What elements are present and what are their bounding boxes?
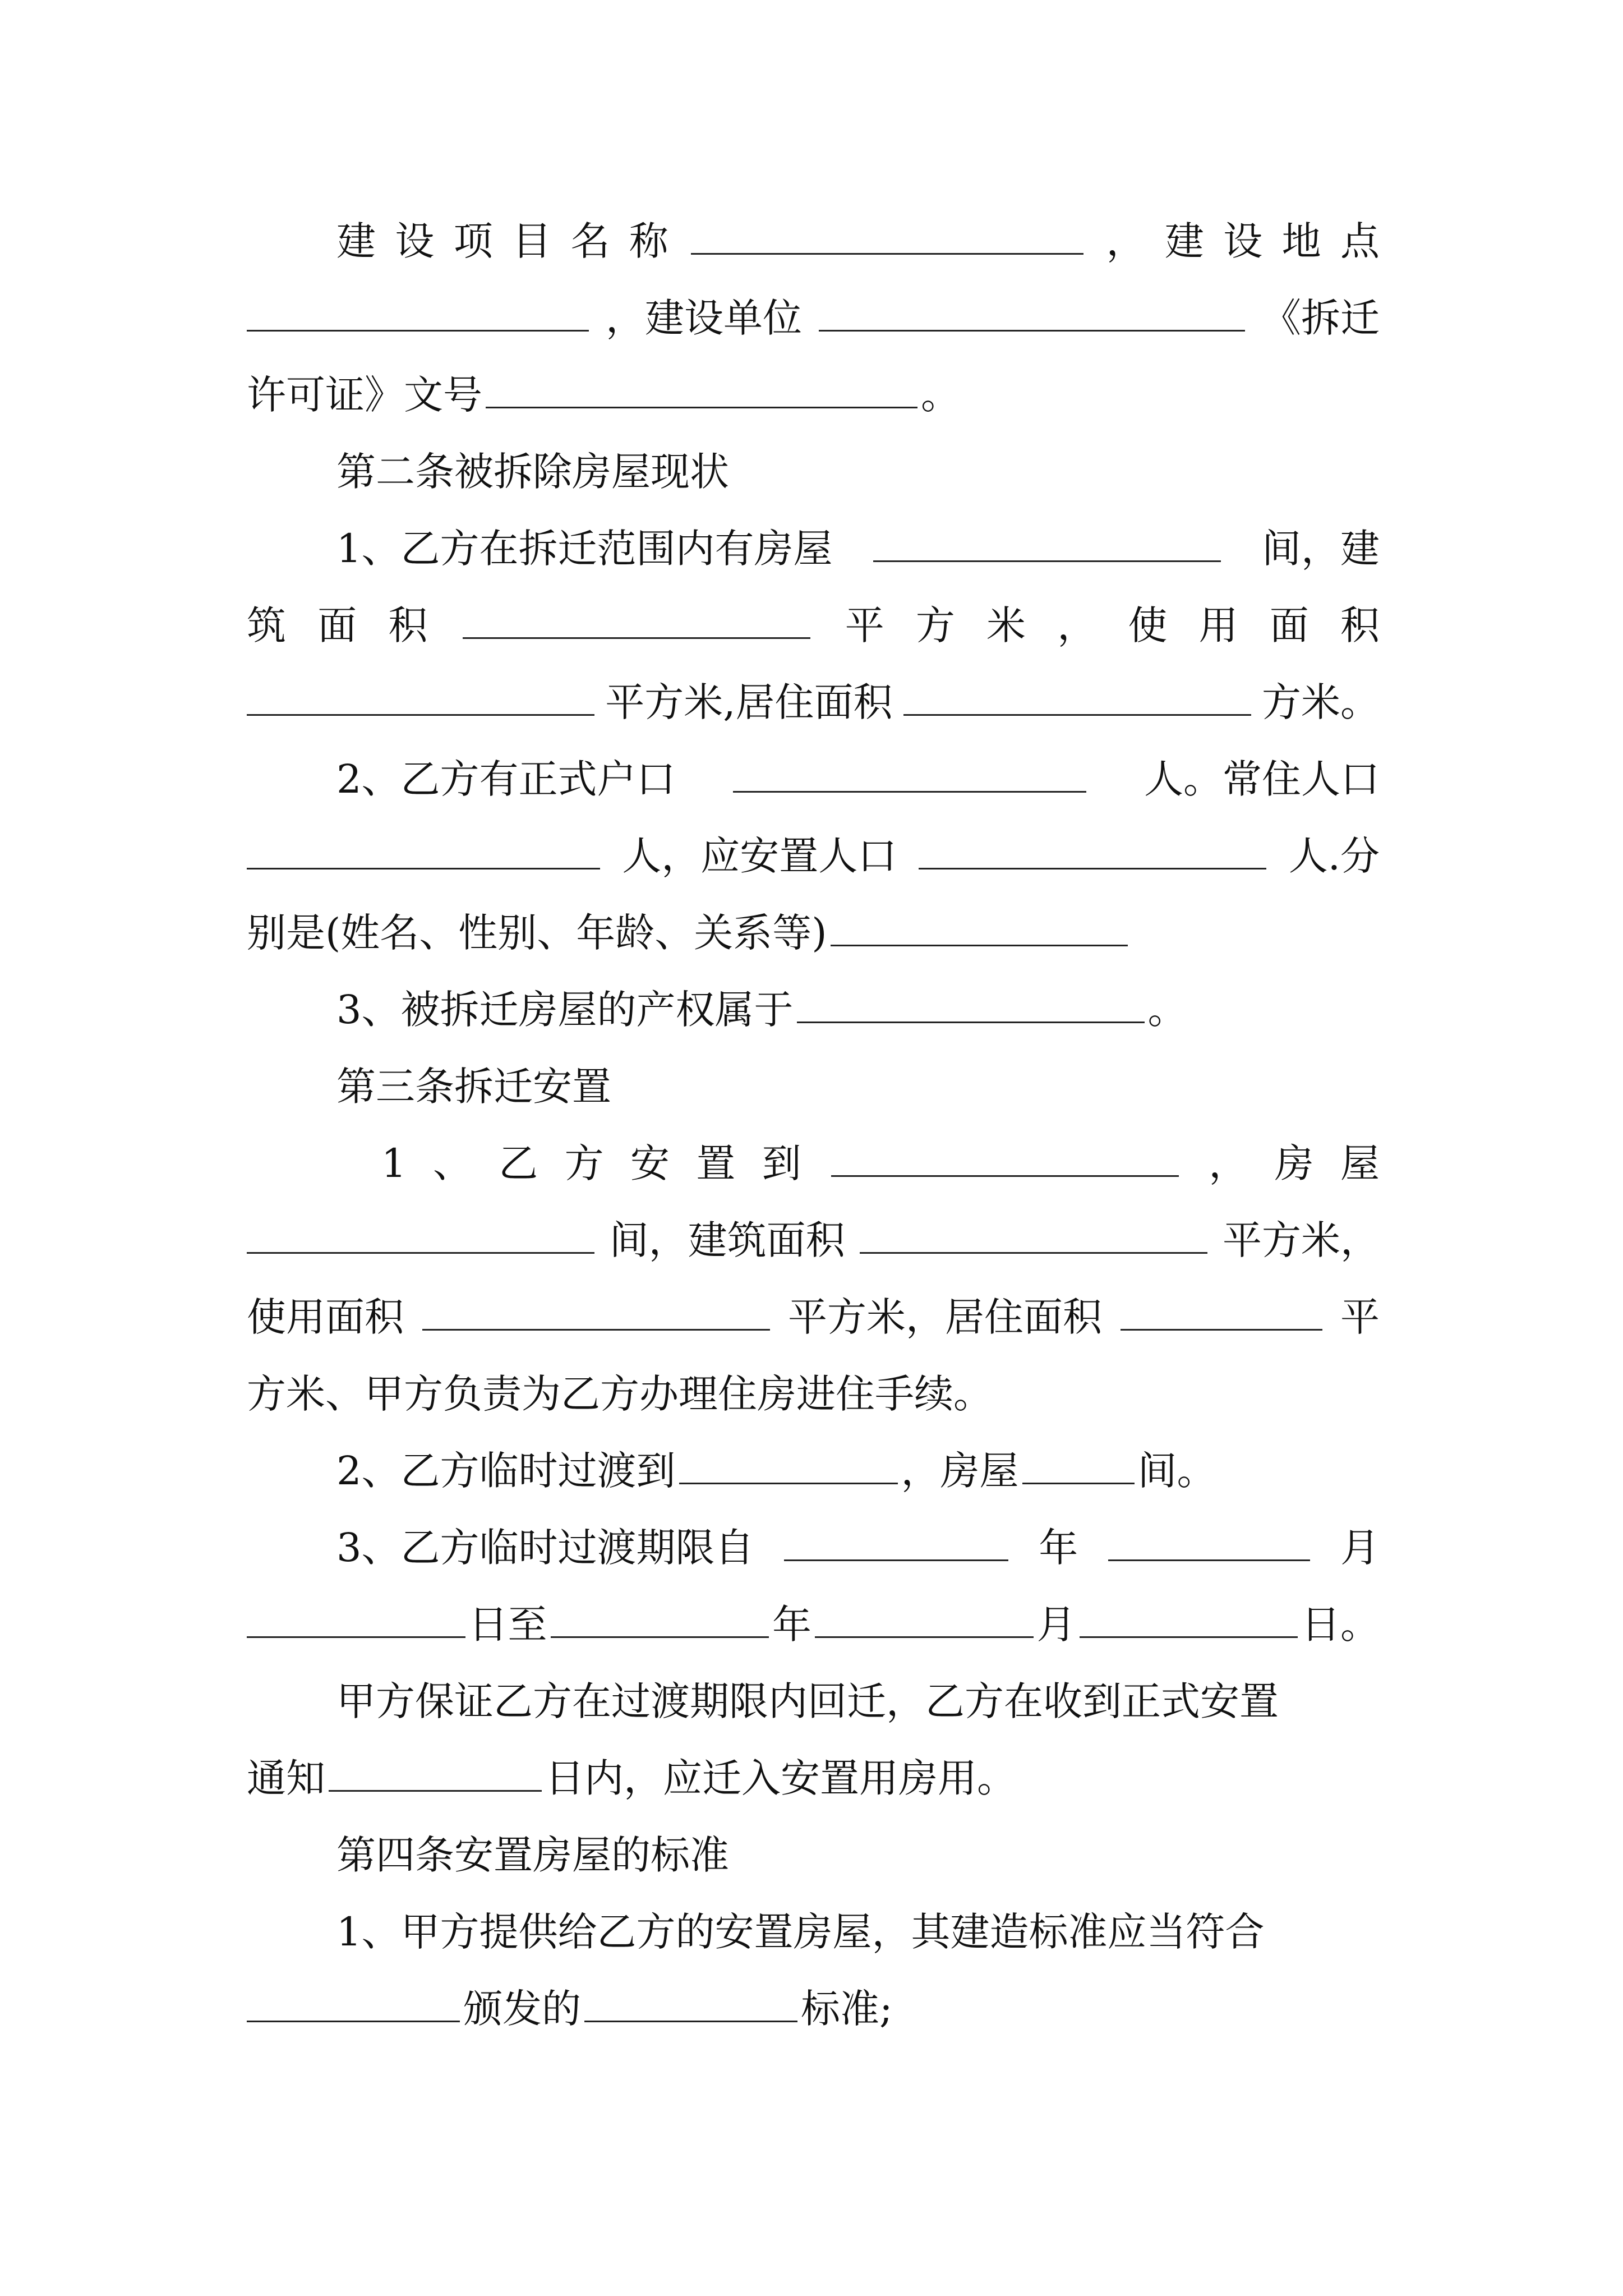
blank-field[interactable] — [329, 1757, 542, 1792]
line-resettle-usable-area — [247, 1289, 1380, 1345]
blank-field[interactable] — [247, 682, 594, 716]
text: 平方米,居住面积 — [605, 679, 893, 725]
blank-field[interactable] — [679, 1450, 898, 1484]
blank-field[interactable] — [247, 297, 589, 332]
blank-field[interactable] — [247, 1988, 460, 2022]
line-transition-period-end — [247, 1596, 1380, 1653]
blank-field[interactable] — [486, 374, 917, 408]
text: 日。 — [1301, 1602, 1380, 1648]
text: 间，建筑面积 — [609, 1217, 845, 1263]
section-title: 第二条被拆除房屋现状 — [336, 449, 729, 495]
blank-field[interactable] — [784, 1527, 1008, 1561]
text: 3、被拆迁房屋的产权属于 — [336, 987, 794, 1033]
text: 许可证》文号 — [247, 372, 482, 418]
text: 称 — [629, 218, 668, 264]
text: 积 — [1340, 602, 1380, 648]
blank-field[interactable] — [584, 1988, 797, 2022]
blank-field[interactable] — [247, 1604, 465, 1638]
line-house-rooms — [247, 521, 1380, 577]
line-resettle-location — [247, 1135, 1380, 1191]
line-family-details — [247, 905, 1380, 961]
text: 置 — [696, 1140, 736, 1186]
text: 《拆迁 — [1262, 295, 1380, 341]
blank-field[interactable] — [797, 989, 1145, 1023]
text: 。 — [921, 372, 960, 418]
text: ，房屋 — [901, 1448, 1019, 1494]
text: 目 — [512, 218, 552, 264]
text: 、 — [432, 1140, 472, 1186]
text: 。 — [1147, 987, 1187, 1033]
text: 点 — [1340, 218, 1380, 264]
text: 面 — [1269, 602, 1309, 648]
blank-field[interactable] — [831, 912, 1128, 946]
section-heading — [247, 444, 1380, 500]
text: 地 — [1281, 218, 1321, 264]
blank-field[interactable] — [919, 835, 1266, 869]
text: 1、甲方提供给乙方的安置房屋，其建造标准应当符合 — [336, 1909, 1265, 1955]
text: 米 — [986, 602, 1026, 648]
text: 1、乙方在拆迁范围内有房屋 — [336, 526, 833, 572]
line-project-name — [247, 213, 1380, 269]
text: 方米。 — [1261, 679, 1380, 725]
text: 建 — [336, 218, 376, 264]
text: 方 — [915, 602, 955, 648]
blank-field[interactable] — [551, 1604, 769, 1638]
section-heading — [247, 1827, 1380, 1883]
text: 别是(姓名、性别、年龄、关系等) — [247, 910, 827, 956]
text: 平 — [845, 602, 884, 648]
blank-field[interactable] — [860, 1220, 1207, 1254]
text: 间，建 — [1261, 526, 1380, 572]
line-building-area — [247, 597, 1380, 654]
text: 平方米， — [1222, 1217, 1380, 1263]
blank-field[interactable] — [247, 1220, 594, 1254]
line-construction-standard — [247, 1904, 1380, 1960]
text: 安 — [630, 1140, 670, 1186]
text: 名 — [570, 218, 610, 264]
text: 2、乙方有正式户口 — [336, 756, 676, 802]
text: 日内，应迁入安置用房用。 — [545, 1755, 1016, 1801]
blank-field[interactable] — [247, 835, 600, 869]
blank-field[interactable] — [1080, 1604, 1298, 1638]
text: 3、乙方临时过渡期限自 — [336, 1525, 754, 1571]
text: 人.分 — [1288, 833, 1380, 879]
text: 方 — [564, 1140, 604, 1186]
text: ，建设单位 — [606, 295, 802, 341]
line-living-area — [247, 674, 1380, 730]
text: 平 — [1340, 1294, 1380, 1340]
line-resettle-rooms — [247, 1212, 1380, 1268]
text: 月 — [1340, 1525, 1380, 1571]
text: 人，应安置人口 — [622, 833, 897, 879]
text: 年 — [772, 1602, 811, 1648]
blank-field[interactable] — [1108, 1527, 1310, 1561]
text: 筑 — [247, 602, 286, 648]
text: ， — [1209, 1140, 1248, 1186]
text: 人。常住人口 — [1144, 756, 1380, 802]
blank-field[interactable] — [831, 1143, 1179, 1177]
section-heading — [247, 1059, 1380, 1115]
text: 设 — [395, 218, 435, 264]
line-move-in-procedures — [247, 1366, 1380, 1422]
text: 使用面积 — [247, 1294, 404, 1340]
text: 2、乙方临时过渡到 — [336, 1448, 676, 1494]
line-registered-household — [247, 751, 1380, 807]
blank-field[interactable] — [873, 528, 1221, 562]
text: 使 — [1128, 602, 1168, 648]
text: 乙 — [499, 1140, 538, 1186]
blank-field[interactable] — [815, 1604, 1034, 1638]
text: 年 — [1039, 1525, 1078, 1571]
text: 甲方保证乙方在过渡期限内回迁，乙方在收到正式安置 — [336, 1678, 1279, 1724]
line-transition-period-start — [247, 1520, 1380, 1576]
line-standard-issuer — [247, 1981, 1380, 2037]
blank-field[interactable] — [1121, 1296, 1322, 1331]
text: 标准; — [801, 1986, 893, 2032]
text: 建 — [1164, 218, 1204, 264]
text: 1 — [381, 1140, 407, 1186]
text: 项 — [453, 218, 493, 264]
text: 用 — [1198, 602, 1238, 648]
line-temporary-transition — [247, 1443, 1380, 1499]
line-construction-unit — [247, 290, 1380, 346]
line-resettle-population — [247, 828, 1380, 884]
text: 月 — [1036, 1602, 1076, 1648]
text: 平方米，居住面积 — [788, 1294, 1102, 1340]
text: 房 — [1274, 1140, 1314, 1186]
blank-field[interactable] — [463, 605, 810, 639]
text: 屋 — [1340, 1140, 1380, 1186]
line-permit-number — [247, 367, 1380, 423]
line-return-guarantee — [247, 1673, 1380, 1729]
text: 面 — [317, 602, 357, 648]
line-move-in-notice — [247, 1750, 1380, 1806]
section-title: 第三条拆迁安置 — [336, 1064, 611, 1110]
text: 方米、甲方负责为乙方办理住房进住手续。 — [247, 1371, 993, 1417]
text: 积 — [388, 602, 428, 648]
blank-field[interactable] — [733, 758, 1086, 793]
blank-field[interactable] — [1022, 1450, 1135, 1484]
blank-field[interactable] — [691, 220, 1083, 255]
blank-field[interactable] — [819, 297, 1245, 332]
line-ownership — [247, 982, 1380, 1038]
text: 通知 — [247, 1755, 325, 1801]
text: 间。 — [1137, 1448, 1216, 1494]
text: 设 — [1223, 218, 1263, 264]
blank-field[interactable] — [903, 682, 1251, 716]
section-title: 第四条安置房屋的标准 — [336, 1832, 729, 1878]
text: 颁发的 — [463, 1986, 581, 2032]
text: 到 — [762, 1140, 801, 1186]
text: 日至 — [468, 1602, 547, 1648]
text: ， — [1106, 218, 1146, 264]
text: ， — [1057, 602, 1097, 648]
blank-field[interactable] — [422, 1296, 770, 1331]
